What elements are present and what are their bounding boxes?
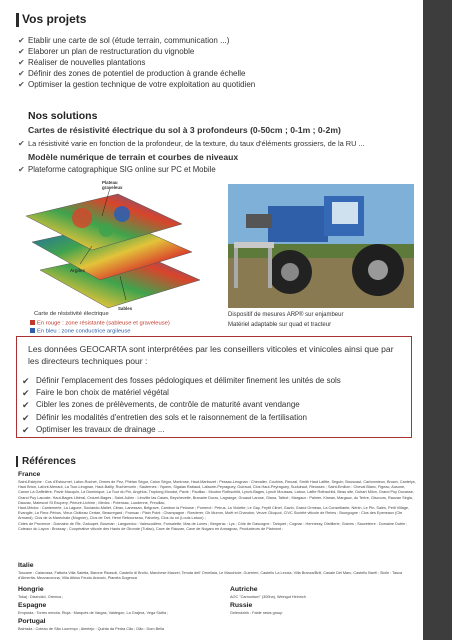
blue-square-icon	[30, 328, 35, 333]
list-item: ✔ Définir les modalités d'entretien des sols et le raisonnement de la fertilisation	[22, 412, 307, 423]
list-item: ✔ Définir l'emplacement des fosses pédologiques et délimiter finement les unités de sols	[22, 376, 341, 386]
references-italie-text: Toscane : Caiarossa, Fattoria Villa Saletta, Barone Ricasoli, Castello di Brolio, Marchese Mazzei, Tenuta dell' Ornellaia, Le Macchiole, Guerrieri, Castello La Leccia, Villa Branca/Brill, Casale Del Marc, Castello Banfi ; Sicile : Tasca d'Almerita, Mezzacorona, Villa Albius Feudo Arancio, Planeta Dogenza	[18, 571, 403, 581]
check-icon: ✔	[18, 139, 25, 148]
check-icon: ✔	[18, 165, 25, 174]
map-label-sables: Sables	[118, 306, 133, 311]
tractor-caption-device: Dispositif de mesures ARP® sur enjambeur	[228, 312, 344, 318]
country-hongrie: Hongrie	[18, 586, 44, 593]
references-title: Références	[22, 456, 76, 467]
map-label-graves: Plateau graveleux	[102, 180, 123, 190]
country-france: France	[18, 471, 41, 478]
red-square-icon	[30, 320, 35, 325]
list-item: ✔ Etablir une carte de sol (étude terrain, communication ...)	[18, 36, 230, 45]
tractor-photo	[228, 184, 414, 308]
references-france-text	[18, 480, 416, 532]
right-sidebar-bar	[423, 0, 452, 640]
references-france-3: Haut-Médoc : Cantemerle, La Lagune, Sociando-Mallet, Citran, Lanessan, Belgrave, Cambon la Pelouse ; Pomerol : Petrus, La Violette, Le Gay, Feytit Clinet, Gazin, Grand Ormeau, La Conseillante, Nénin, Le Pin, Sales, Petit Village, Evangile, La Fleur-Pétrus, Vieux Château Certan, Beauregard ; Fronsac : Plain Point ; Champagne : Roederer, Gh Mumm, Moët et Chandon, Veuve Clicquot, CIVC Société viticole de Reims ; Bourgogne : Clos des Epeneaux (Cte Armand), Clos de la Maréchale (Mugnier), Clos de Tart, Henri Rebourseau, Faiveley, Clos du roi (Louis Latour) ;	[18, 506, 410, 521]
solutions-subtitle-terrain: Modèle numérique de terrain et courbes de niveaux	[28, 152, 239, 162]
country-autriche: Autriche	[230, 586, 258, 593]
country-italie: Italie	[18, 562, 34, 569]
map-legend-blue: En bleu : zone conductrice argileuse	[30, 328, 130, 335]
references-russie-text: Gelendzhik : Fable news group	[230, 611, 283, 615]
references-hongrie-text: Tokaj : Disznókö, Oremus ;	[18, 595, 64, 599]
check-icon: ✔	[18, 69, 25, 78]
solutions-subtitle-resistivity: Cartes de résistivité électrique du sol à 3 profondeurs (0-50cm ; 0-1m ; 0-2m)	[28, 125, 341, 135]
country-russie: Russie	[230, 602, 253, 609]
check-icon: ✔	[18, 80, 25, 89]
country-portugal: Portugal	[18, 618, 46, 625]
geocarta-intro: Les données GEOCARTA sont interprétées par les conseillers viticoles et vinicoles ainsi que par les directeurs techniques pour :	[28, 344, 394, 366]
references-portugal-text: Bairrada : Coteau de São Lourenço ; Alentejo : Quinta da Pedra Cão ; Dão : Dom Bella	[18, 627, 165, 631]
check-icon: ✔	[22, 376, 30, 386]
check-icon: ✔	[22, 400, 30, 411]
geocarta-list	[22, 375, 341, 436]
references-autriche-text: AOC "Carnuntum" (300ha), Weingut Heinrich	[230, 595, 306, 599]
references-heading-bar	[16, 456, 18, 467]
list-item: ✔ Optimiser la gestion technique de votre exploitation au quotidien	[18, 80, 256, 89]
check-icon: ✔	[22, 412, 30, 423]
references-espagne-text: Emporda : Torres mmota, Rioja : Marqués de Vargas, Valdegon, La Grajera, Vega Sicilia ;	[18, 611, 169, 615]
list-item: ✔ Cibler les zones de prélèvements, de contrôle de maturité avant vendange	[22, 400, 300, 411]
list-item: ✔ Définir des zones de potentiel de production à grande échelle	[18, 69, 246, 78]
check-icon: ✔	[18, 58, 25, 67]
list-item: ✔ Réaliser de nouvelles plantations	[18, 58, 146, 67]
check-icon: ✔	[22, 388, 30, 399]
references-france-4: Côtes de Provence : Domaine de l'Île, Galoupet, Bournan ; Languedoc : Valescudière, Fonsalette, Mas de Lunes ; Bergerac : Lys ; Côte de Gascogne : Tariquet ; Cognac : Hennessy, Distillerie, Graves ; Sauveterre : Domaine Dutrie ; Coteaux du Layon : Brossay ; Coopérative viticole des Hauts de Gironde (Tutiac), Cave de Rauzan, Cave de Nogaro en Armagnac, Producteurs de Plaimont ;	[18, 521, 408, 531]
solutions-title: Nos solutions	[28, 110, 98, 122]
projects-list	[18, 35, 255, 90]
map-label-argiles: Argiles	[70, 268, 85, 273]
map-caption: Carte de résistivité électrique	[34, 311, 109, 317]
check-icon: ✔	[18, 36, 25, 45]
tractor-caption-equipment: Matériel adaptable sur quad et tracteur	[228, 322, 332, 328]
projects-heading-bar	[16, 13, 19, 27]
list-item: ✔ Faire le bon choix de matériel végétal	[22, 388, 169, 399]
projects-title: Vos projets	[22, 12, 87, 26]
references-france-1: Saint-Estèphe : Cos d'Estournel, Lafon-Rochet, Ormes de Pez, Phélan Ségur, Calon Ségur, Montrose, Haut-Marbuzet ; Pessac-Léognan : Chevalier, Couhins, Fieuzal, Smith Haut Lafitte, Seguin, Bouscaut, Carbonnieux, Brown, Cantelys, Haut Brion, Lafont-Menaut, La Tour-Léognan, Haut-Bailly, Rochemorin ; Sauternes : Yquem, Sigalas Rabaud, Lafaurie-Peyraguey, Guiraud, Clos Haut-Peyraguey, Suduiraut, Rieussec ; Saint-Emilion : Cheval Blanc, Figeac, Ausone,	[18, 480, 416, 490]
check-icon: ✔	[22, 424, 30, 435]
country-espagne: Espagne	[18, 602, 47, 609]
check-icon: ✔	[18, 47, 25, 56]
references-france-2: Canon La Gaffelière, Pavie Macquin, La Dominique, La Tour du Pin, Angélus, Troplong Mondot, Pavie ; Pauillac : Mouton Rothschild, Lynch-Bages, Lynch Moussas, Latour, Lafite Rothschild, Beau site, Duhart Milon, Grand Puy Ducasse, Grand Puy Lacoste, Haut-Bages Libéral, Croizet-Bages ; Saint-Julien : Léoville las Cases, Beychevelle, Branaire Ducru, Lagrange, Gruaud Larose, Glana, Talbot ; Margaux : Palmer, Kirwan, Margaux, du Tertre, Giscours, Rauzan Ségla, Dauzac, Malescot St Exupery, Prieuré-Lichine ; Médoc : Potensac, Loudenne, Preuillac,	[18, 490, 414, 505]
list-item: ✔ Elaborer un plan de restructuration du vignoble	[18, 47, 195, 56]
solutions-item-resistivity: ✔ La résistivité varie en fonction de la profondeur, de la texture, du taux d'éléments grossiers, de la RU ...	[18, 139, 365, 148]
list-item: ✔ Optimiser les travaux de drainage ...	[22, 424, 165, 435]
solutions-item-platform: ✔ Plateforme catographique SIG online sur PC et Mobile	[18, 165, 216, 174]
map-legend-red: En rouge : zone résistante (sableuse et graveleuse)	[30, 320, 170, 327]
resistivity-map-image	[22, 180, 210, 320]
